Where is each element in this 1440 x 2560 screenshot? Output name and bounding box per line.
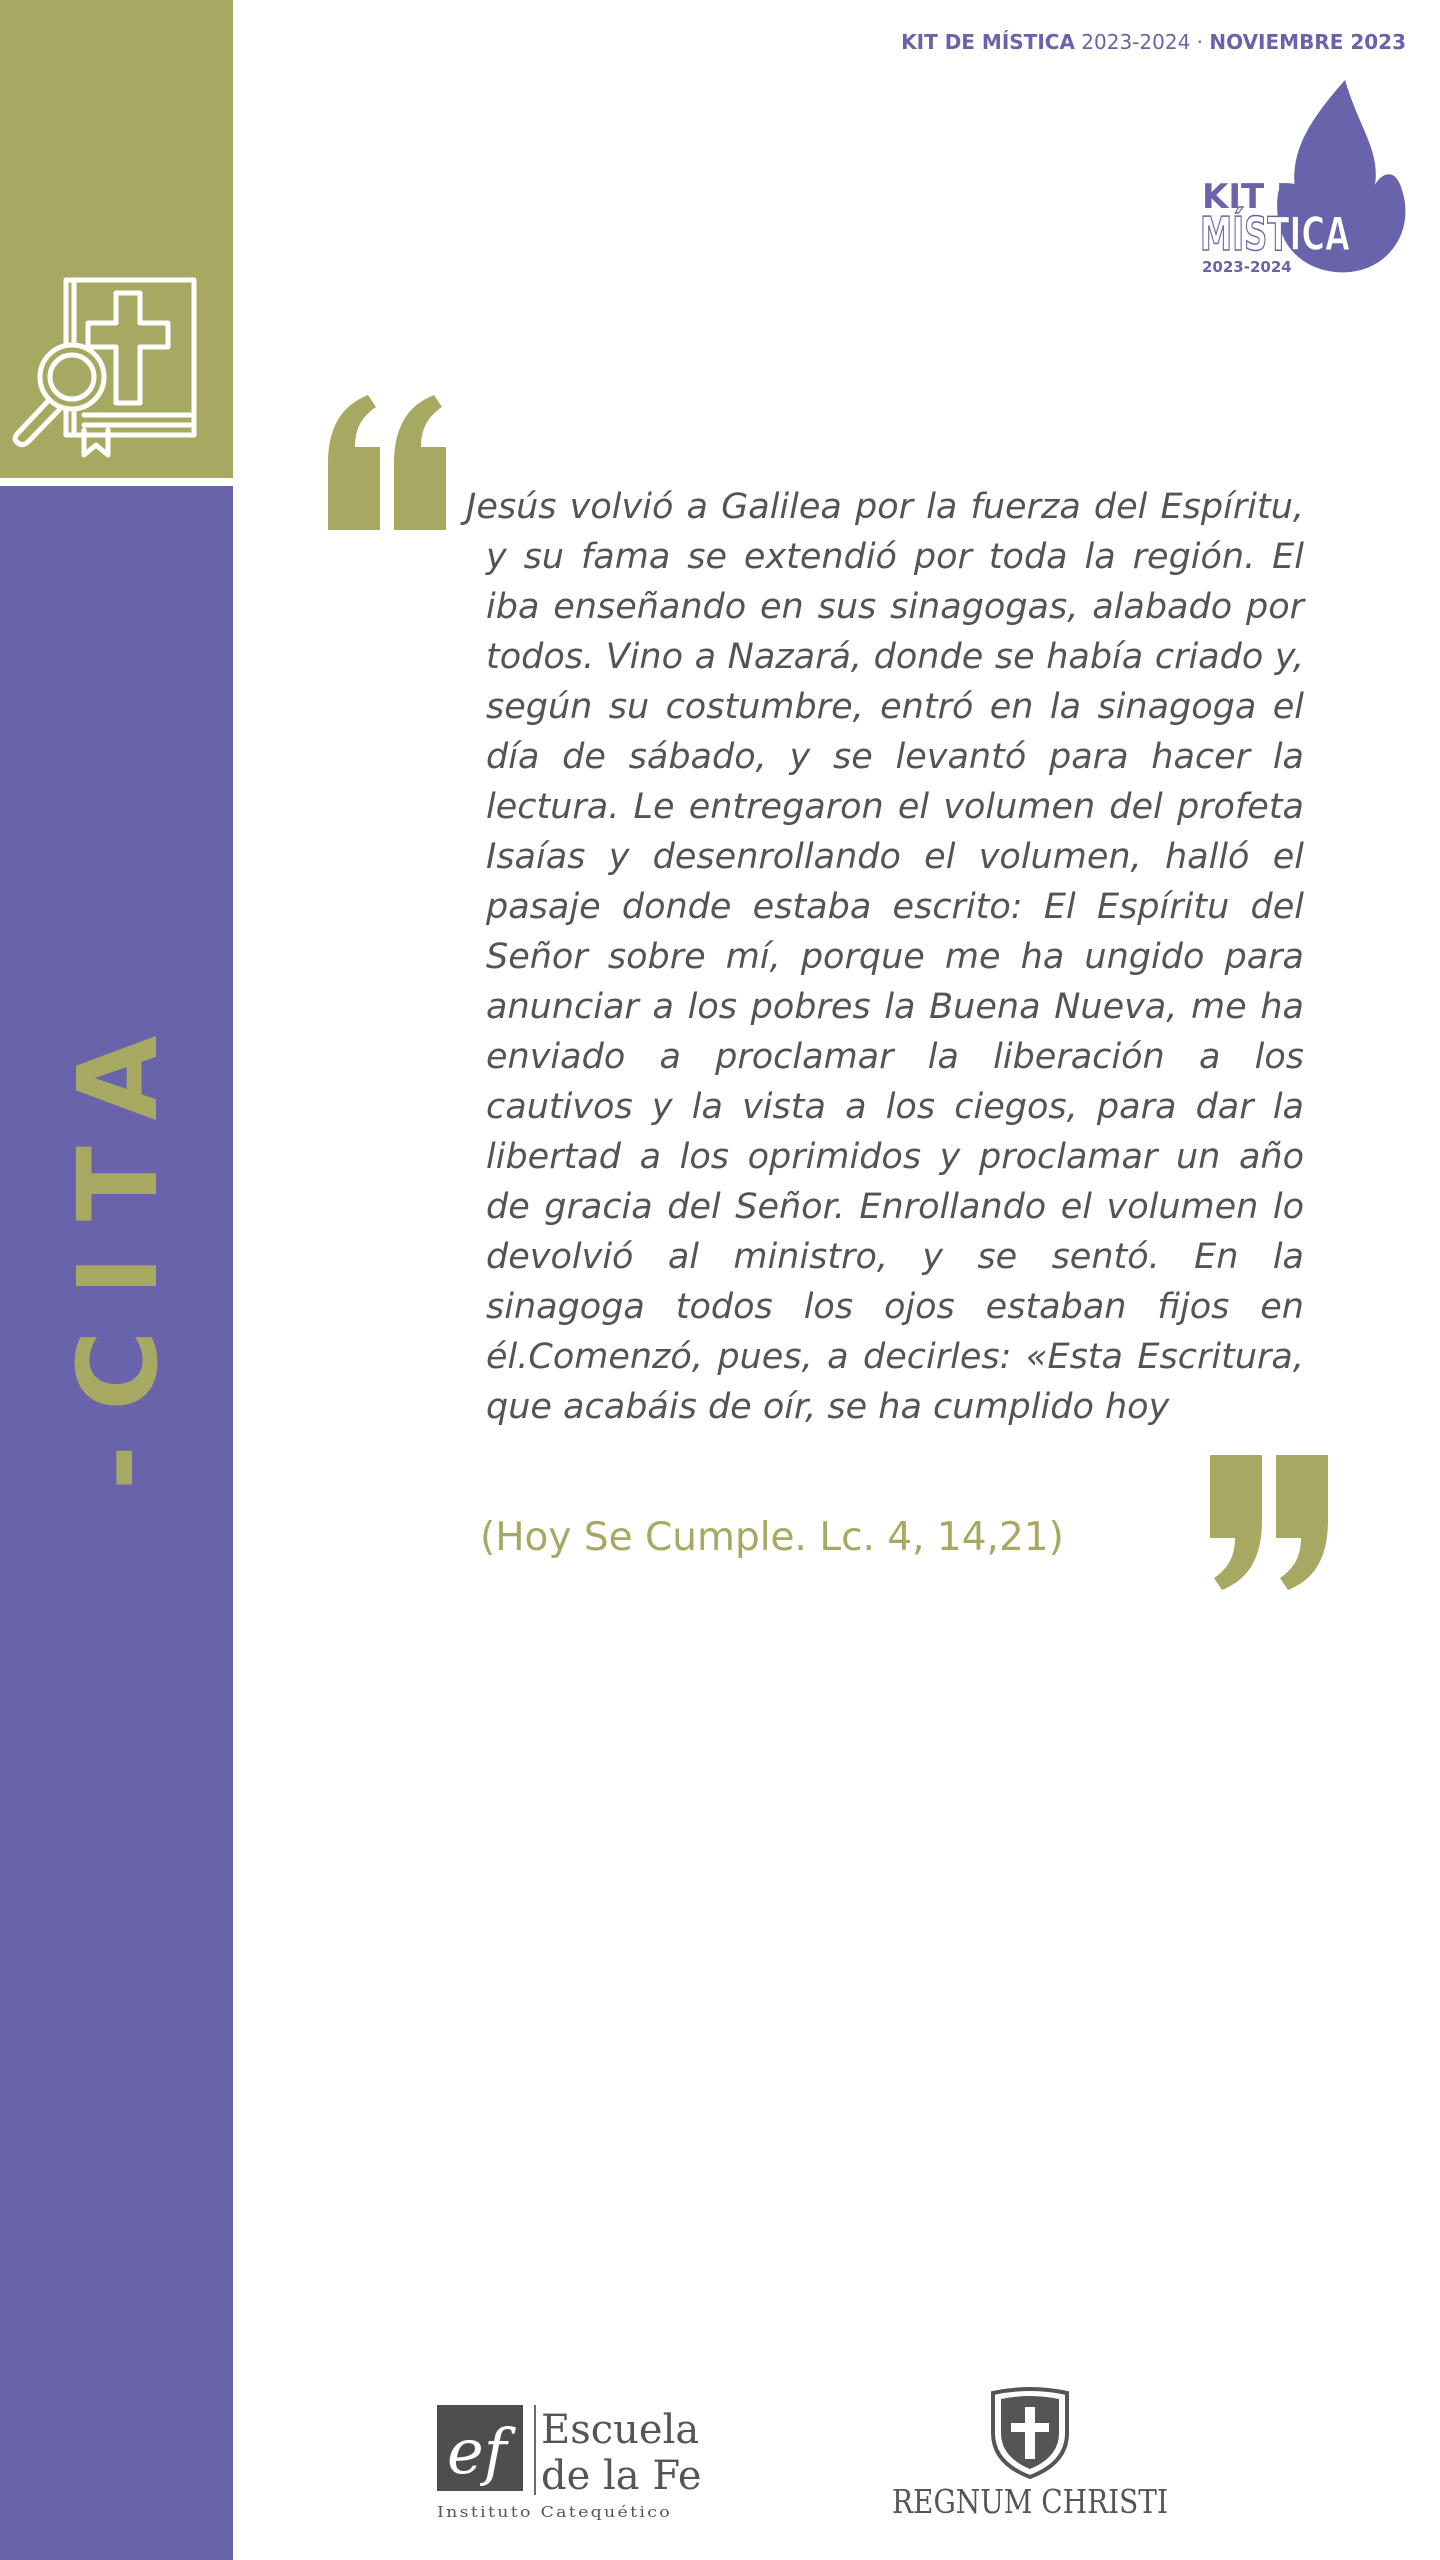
regnum-christi-label: REGNUM CHRISTI — [892, 2482, 1168, 2521]
kit-logo-line2: MÍSTICA — [1200, 207, 1351, 261]
kit-logo-line1: KIT DE — [1202, 177, 1328, 217]
sidebar-divider — [0, 478, 233, 486]
header-line — [901, 30, 1406, 54]
sidebar-bottom-panel — [0, 486, 233, 2560]
bible-magnifier-icon — [4, 265, 204, 460]
quote-text: Jesús volvió a Galilea por la fuerza del Espíritu, y su fama se extendió por toda la región. El iba enseñando en sus sinagogas, alabado por todos. Vino a Nazará, donde se había criado y, según su costumbre, entró en la sinagoga el día de sábado, y se levantó para hacer la lectura. Le entregaron el volumen del profeta Isaías y desenrollando el volumen, halló el pasaje donde estaba escrito: El Espíritu del Señor sobre mí, porque me ha ungido para anunciar a los pobres la Buena Nueva, me ha enviado a proclamar la liberación a los cautivos y la vista a los ciegos, para dar la libertad a los oprimidos y proclamar un año de gracia del Señor. Enrollando el volumen lo devolvió al ministro, y se sentó. En la sinagoga todos los ojos estaban fijos en él.Comenzó, pues, a decirles: «Esta Escritura, que acabáis de oír, se ha cumplido hoy — [466, 487, 1304, 1427]
escuela-line1: Escuela — [541, 2407, 700, 2453]
section-label: -CITA — [54, 1001, 182, 1491]
header-kit-label: KIT DE MÍSTICA — [901, 30, 1075, 54]
header-separator: · — [1196, 30, 1204, 54]
kit-de-mistica-logo — [1190, 80, 1410, 280]
escuela-line3: Instituto Catequético — [437, 2503, 672, 2521]
escuela-line2: de la Fe — [541, 2453, 702, 2499]
close-quote-icon — [1210, 1455, 1330, 1590]
regnum-christi-logo — [885, 2385, 1175, 2520]
escuela-monogram: ef — [447, 2415, 507, 2488]
kit-logo-line3: 2023-2024 — [1202, 258, 1292, 276]
quote-reference: (Hoy Se Cumple. Lc. 4, 14,21) — [480, 1515, 1064, 1560]
open-quote-icon — [328, 395, 448, 530]
header-years: 2023-2024 — [1081, 30, 1191, 54]
sidebar-top-panel — [0, 0, 233, 478]
escuela-de-la-fe-logo — [437, 2405, 702, 2525]
header-month: NOVIEMBRE 2023 — [1209, 30, 1406, 54]
